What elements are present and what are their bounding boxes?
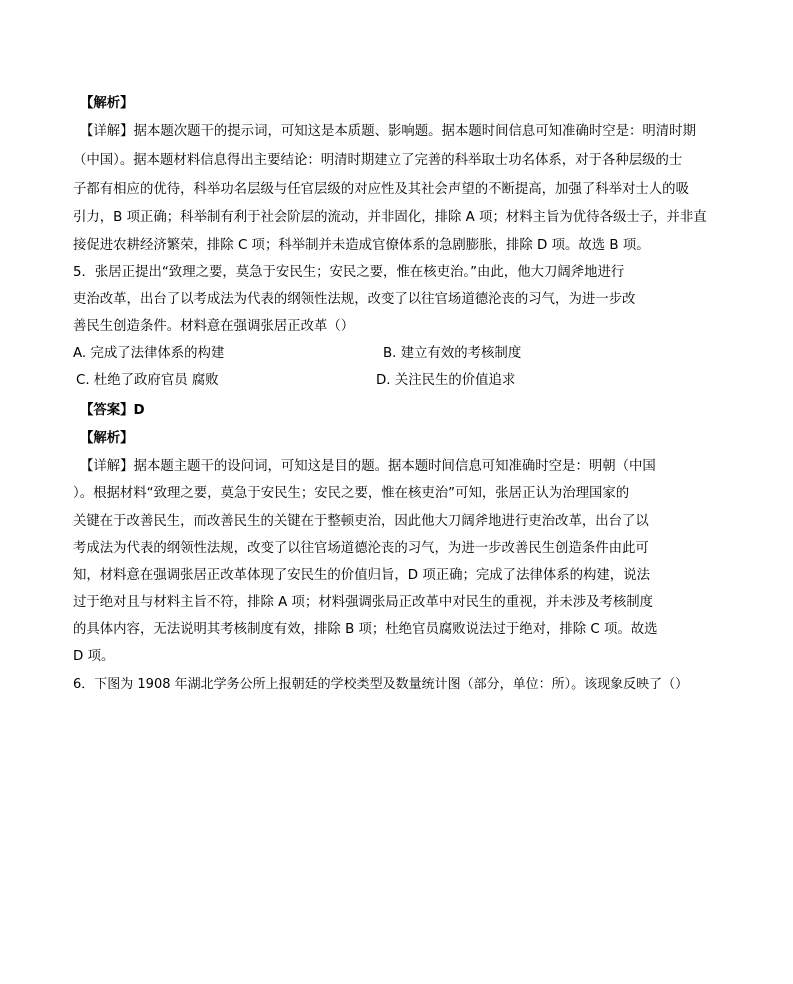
q5-stem-line-2: 吏治改革，出台了以考成法为代表的纲领性法规，改变了以往官场道德沦丧的习气，为进一步改	[73, 292, 636, 307]
q5-analysis-line-6: 过于绝对且与材料主旨不符，排除 A 项；材料强调张局正改革中对民生的重视，并未涉及考核制度	[73, 595, 654, 610]
q5-analysis-line-4: 考成法为代表的纲领性法规，改变了以往官场道德沦丧的习气，为进一步改善民生创造条件由此可	[73, 541, 649, 556]
q4-analysis-line-4: 引力，B 项正确；科举制有利于社会阶层的流动，并非固化，排除 A 项；材料主旨为优待各级士子，并非直	[73, 210, 707, 225]
q5-stem-line-1: 5．张居正提出“致理之要，莫急于安民生；安民之要，惟在核吏治。”由此，他大刀阔斧地进行	[73, 265, 625, 280]
q5-analysis-line-2: ）。根据材料“致理之要，莫急于安民生；安民之要，惟在核吏治”可知，张居正认为治理国家的	[73, 486, 630, 501]
q5-analysis-line-3: 关键在于改善民生，而改善民生的关键在于整顿吏治，因此他大刀阔斧地进行吏治改革，出台了以	[73, 514, 649, 529]
q5-analysis-line-1: 【详解】据本题主题干的设问词，可知这是目的题。据本题时间信息可知准确时空是：明朝（中国	[80, 459, 656, 474]
q4-analysis-line-5: 接促进农耕经济繁荣，排除 C 项；科举制并未造成官僚体系的急剧膨胀，排除 D 项。故选 B 项。	[73, 238, 650, 253]
q5-option-a: A. 完成了法律体系的构建	[73, 346, 225, 361]
q5-analysis-line-5: 知，材料意在强调张居正改革体现了安民生的价值归旨，D 项正确；完成了法律体系的构建，说法	[73, 568, 650, 583]
q5-answer: 【答案】D	[80, 403, 145, 418]
q6-stem: 6．下图为 1908 年湖北学务公所上报朝廷的学校类型及数量统计图（部分，单位：所）。该现象反映了（）	[73, 677, 689, 692]
q4-analysis-heading: 【解析】	[80, 96, 134, 111]
q5-analysis-line-7: 的具体内容，无法说明其考核制度有效，排除 B 项；杜绝官员腐败说法过于绝对，排除 C 项。故选	[73, 622, 658, 637]
q5-stem-line-3: 善民生创造条件。材料意在强调张居正改革（）	[73, 319, 355, 334]
q5-option-c: C. 杜绝了政府官员 腐败	[76, 373, 219, 388]
q5-analysis-line-8: D 项。	[73, 649, 115, 664]
q4-analysis-line-3: 子都有相应的优待，科举功名层级与任官层级的对应性及其社会声望的不断提高，加强了科举对士人的吸	[73, 182, 689, 197]
q4-analysis-line-1: 【详解】据本题次题干的提示词，可知这是本质题、影响题。据本题时间信息可知准确时空是：明清时期	[80, 124, 696, 139]
q5-analysis-heading: 【解析】	[80, 431, 134, 446]
q5-option-b: B. 建立有效的考核制度	[383, 346, 522, 361]
q5-option-d: D. 关注民生的价值追求	[376, 373, 516, 388]
q4-analysis-line-2: （中国）。据本题材料信息得出主要结论：明清时期建立了完善的科举取士功名体系，对于各种层级的士	[73, 153, 683, 168]
